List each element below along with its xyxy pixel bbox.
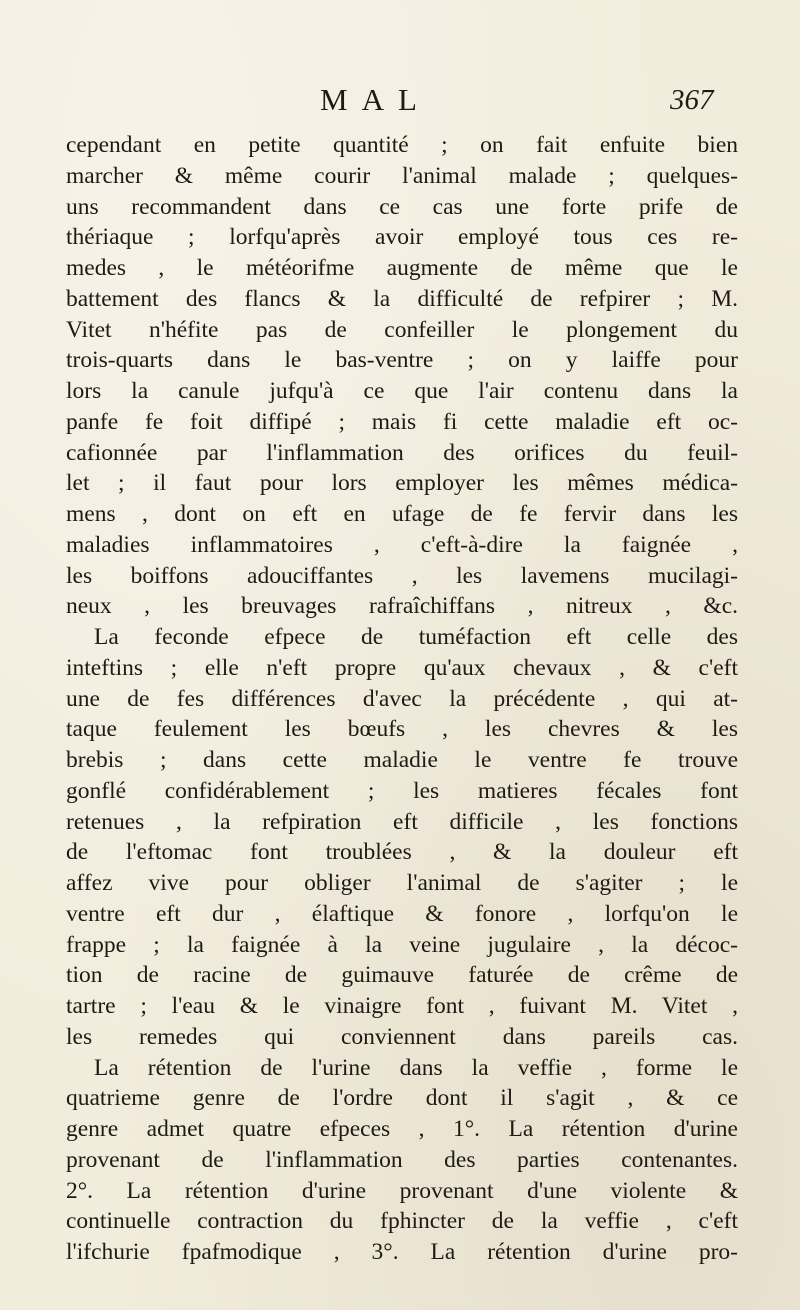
text-line: uns recommandent dans ce cas une forte prife de [66,193,738,220]
text-line: trois-quarts dans le bas-ventre ; on y laiffe pour [66,347,738,374]
text-line: Vitet n'héfite pas de confeiller le plongement du [66,316,738,343]
text-line: cafionnée par l'inflammation des orifices du feuil- [66,439,738,466]
text-line: brebis ; dans cette maladie le ventre fe trouve [66,747,738,773]
body-text [66,130,738,1268]
text-line: medes , le météorifme augmente de même que le [66,255,738,281]
text-line: La rétention de l'urine dans la veffie , forme le [94,1054,738,1081]
text-line: tion de racine de guimauve faturée de crême de [66,962,738,989]
text-line: neux , les breuvages rafraîchiffans , nitreux , &c. [66,593,738,620]
text-line: let ; il faut pour lors employer les mêmes médica- [66,470,738,497]
text-line: thériaque ; lorfqu'après avoir employé tous ces re- [66,224,738,251]
page-number: 367 [670,84,714,116]
running-head: MAL [320,82,431,117]
text-line: ventre eft dur , élaftique & fonore , lorfqu'on le [66,900,738,927]
text-line: cependant en petite quantité ; on fait enfuite bien [66,132,738,158]
text-line: taque feulement les bœufs , les chevres & les [66,716,738,743]
text-line: affez vive pour obliger l'animal de s'agiter ; le [66,870,738,896]
text-line: genre admet quatre efpeces , 1°. La rétention d'urine [66,1116,738,1142]
text-line: quatrieme genre de l'ordre dont il s'agit , & ce [66,1085,738,1112]
text-line: panfe fe foit diffipé ; mais fi cette maladie eft oc- [66,408,738,435]
text-line: lors la canule jufqu'à ce que l'air contenu dans la [66,378,738,404]
text-line: tartre ; l'eau & le vinaigre font , fuivant M. Vitet , [66,993,738,1019]
text-line: les remedes qui conviennent dans pareils cas. [66,1023,738,1050]
text-line: les boiffons adouciffantes , les lavemens mucilagi- [66,562,738,589]
text-line: mens , dont on eft en ufage de fe fervir dans les [66,501,738,527]
text-line: gonflé confidérablement ; les matieres fécales font [66,777,738,804]
text-line: continuelle contraction du fphincter de la veffie , c'eft [66,1208,738,1235]
text-line: une de fes différences d'avec la précédente , qui at- [66,685,738,712]
text-line: provenant de l'inflammation des parties contenantes. [66,1146,738,1173]
text-line: inteftins ; elle n'eft propre qu'aux chevaux , & c'eft [66,654,738,681]
text-line: La feconde efpece de tuméfaction eft celle des [94,624,738,650]
text-line: retenues , la refpiration eft difficile , les fonctions [66,808,738,835]
text-line: l'ifchurie fpafmodique , 3°. La rétention d'urine pro- [66,1239,738,1265]
page-header [0,82,800,122]
text-line: battement des flancs & la difficulté de refpirer ; M. [66,285,738,312]
text-line: 2°. La rétention d'urine provenant d'une violente & [66,1177,738,1204]
text-line: marcher & même courir l'animal malade ; quelques- [66,162,738,189]
text-line: de l'eftomac font troublées , & la douleur eft [66,839,738,866]
text-line: frappe ; la faignée à la veine jugulaire , la décoc- [66,931,738,958]
text-line: maladies inflammatoires , c'eft-à-dire la faignée , [66,531,738,558]
